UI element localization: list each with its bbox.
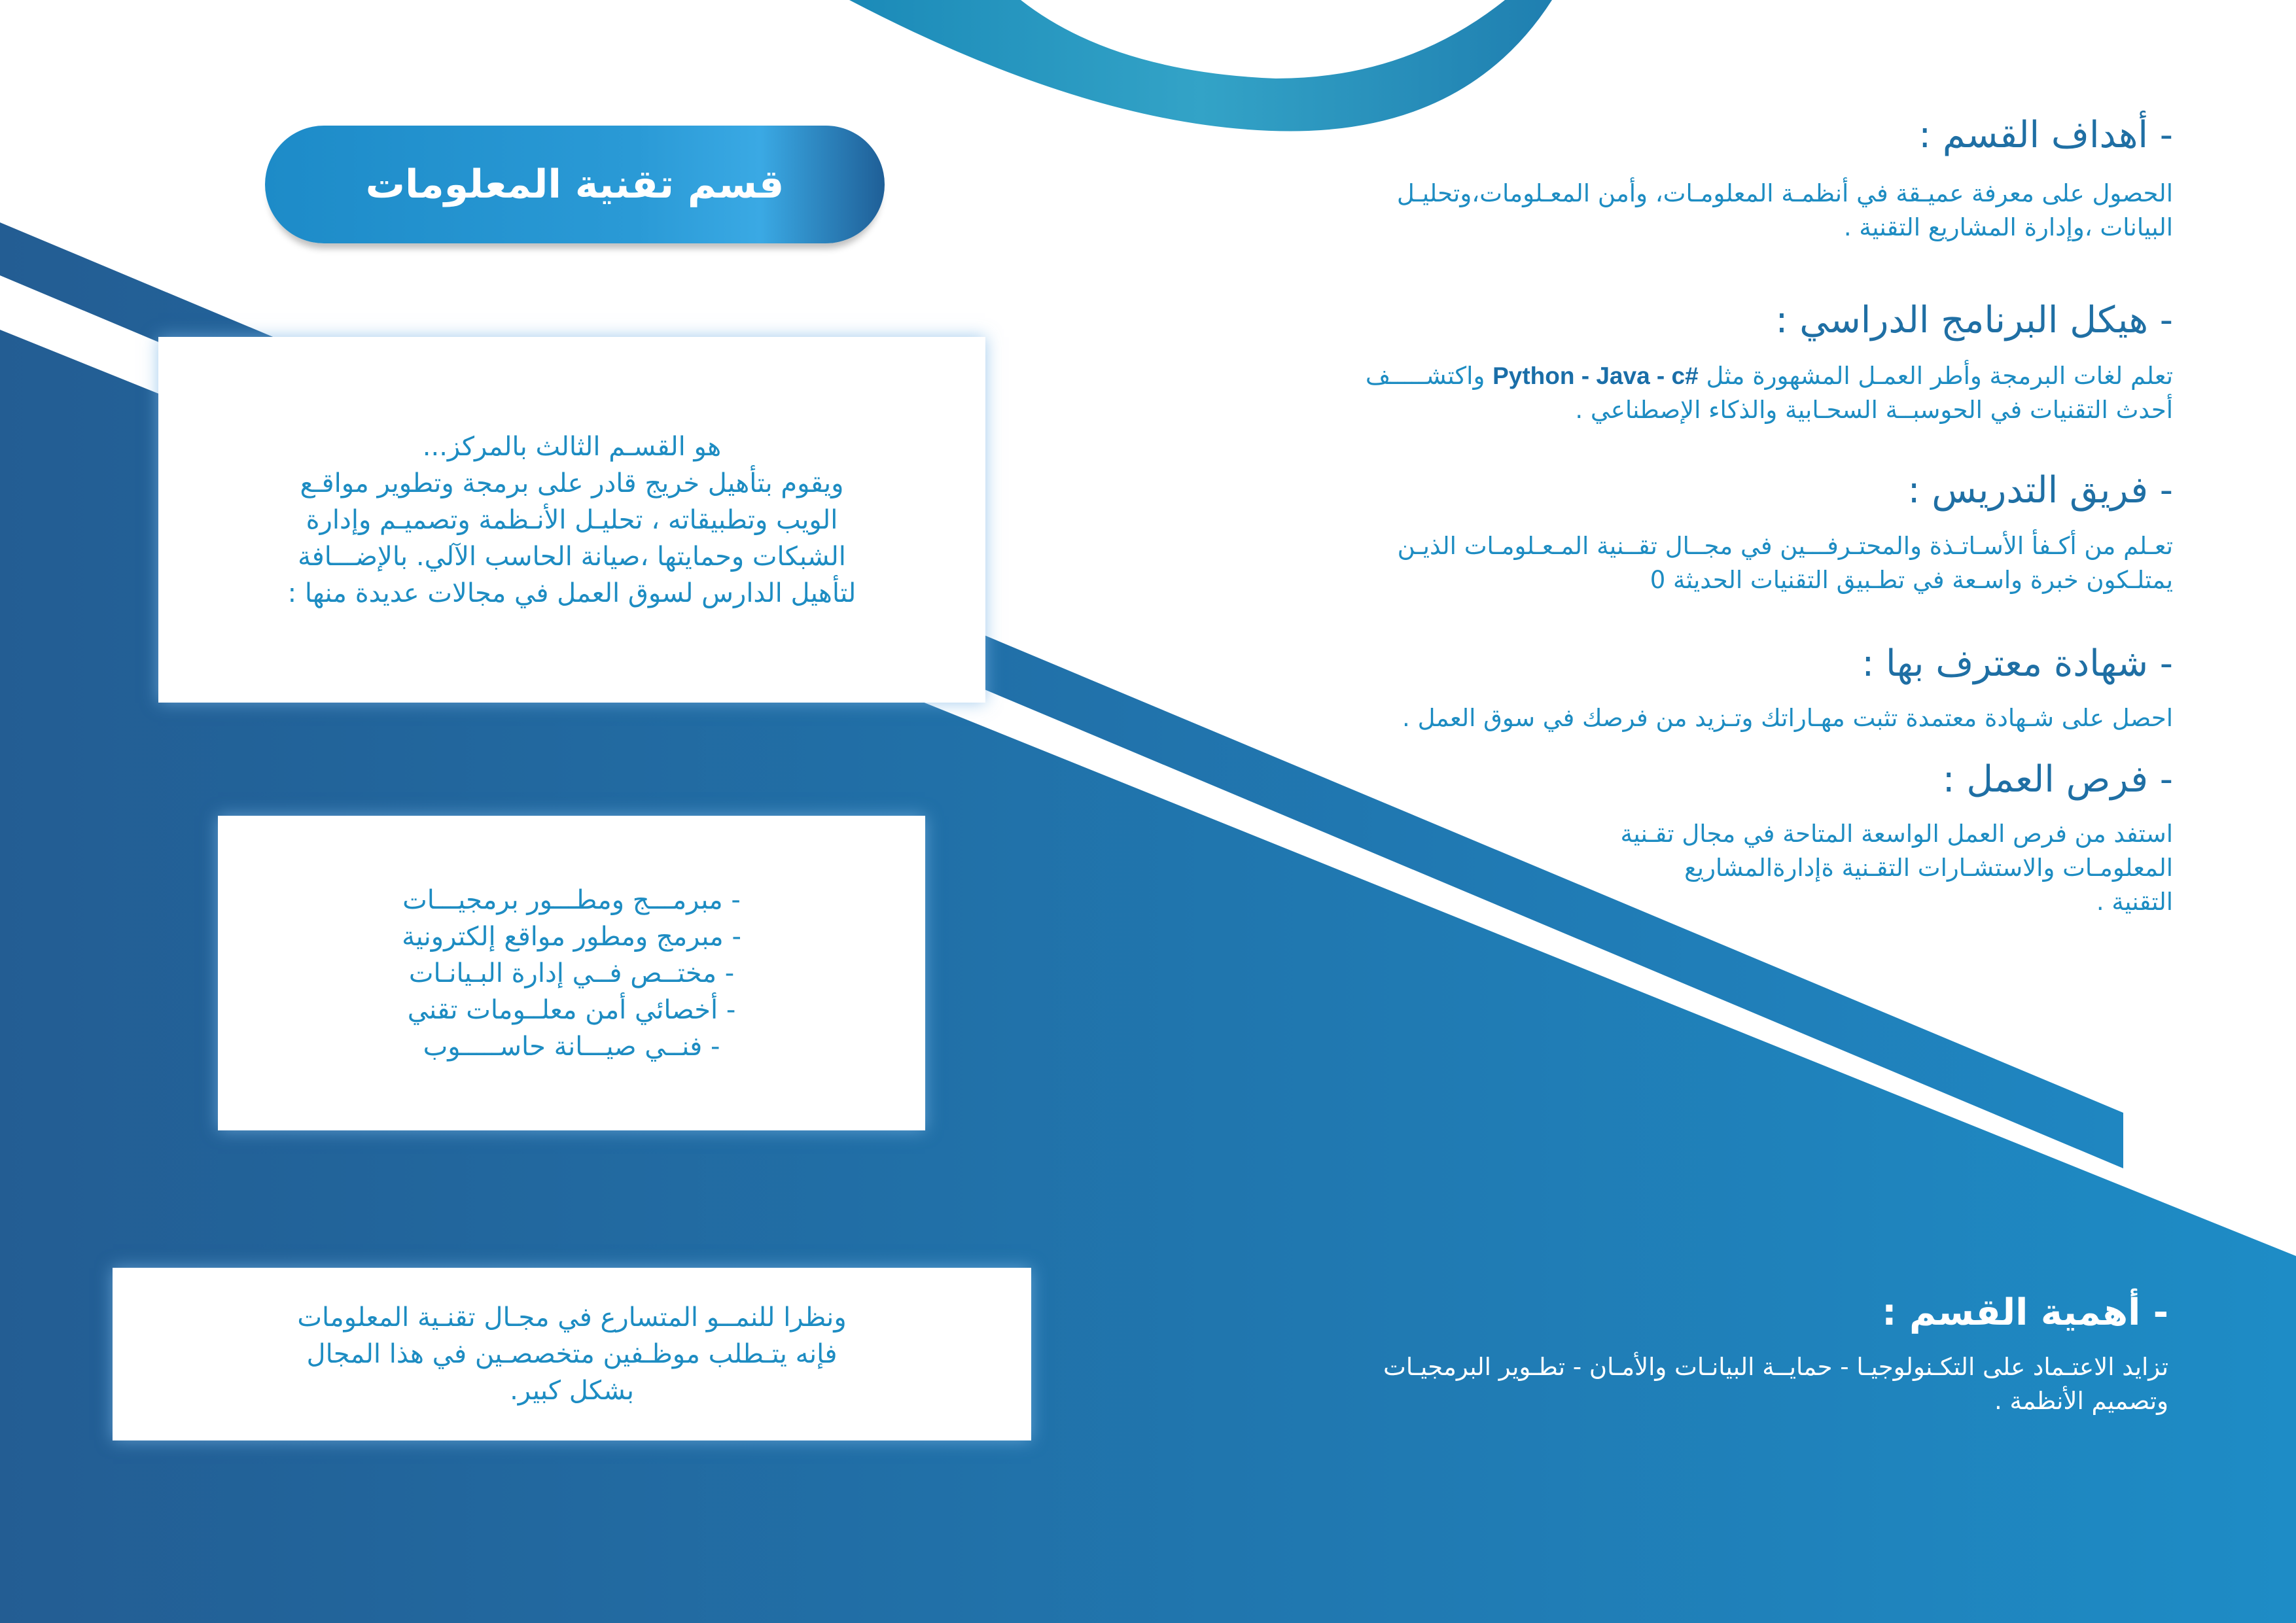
faculty-heading: - فريق التدريس : [1907,469,2173,512]
department-title-badge [265,126,885,243]
goals-section [1192,113,2173,245]
goals-heading: - أهداف القسم : [1918,114,2173,156]
career-item: - مبرمـــج ومطـــور برمجيـــات [402,884,741,915]
goals-body: الحصول على معرفة عميـقة في أنظمـة المعلومـات، وأمن المعـلومات،وتحليـل البيانات ،وإدارة المشاريع التقنية . [1396,179,2173,241]
structure-body [1192,359,2173,427]
importance-section [1187,1290,2168,1418]
job-opportunities-section [1192,757,2173,919]
career-item: - أخصائي أمن معلــومات تقني [407,994,736,1025]
growth-text: ونظرا للنمــو المتسارع في مجـال تقنـية المعلومات فإنه يتـطلب موظـفين متخصصـين في هذا المجال بشكل كبير. [297,1302,847,1406]
intro-text: هو القسـم الثالث بالمركز... ويقوم بتأهيل خريج قادر على برمجة وتطوير مواقـع الويب وتطبيقاته ، تحليـل الأنـظمة وتصميـم وإدارة الشبكات وحمايتها ،صيانة الحاسب الآلي. بالإضـــافة لتأهيل الدارس لسوق العمل في مجالات عديدة منها : [287,431,857,608]
job-opportunities-body: استفد من فرص العمل الواسعة المتاحة في مجال تقـنية المعلومـات والاستشـارات التقـنية ةإدارةالمشاريع التقنية . [1620,820,2173,916]
certificate-heading: - شهادة معترف بها : [1862,642,2173,685]
certificate-section [1192,641,2173,735]
careers-list [402,882,741,1065]
importance-heading: - أهمية القسم : [1882,1291,2168,1334]
certificate-body: احصل على شـهادة معتمدة تثبت مهـاراتك وتـزيد من فرصك في سوق العمل . [1402,704,2173,732]
career-item: - مبرمج ومطور مواقع إلكترونية [402,921,741,952]
job-opportunities-heading: - فرص العمل : [1942,758,2173,801]
structure-heading: - هيكل البرنامج الدراسي : [1775,299,2173,341]
languages-list: #Python - Java - c [1492,362,1699,389]
importance-body: تزايد الاعتـماد على التكـنولوجيـا - حمايــة البيانـات والأمـان - تطـوير البرمجيـات وتصميم الأنظمة . [1383,1353,2168,1415]
growth-card [113,1268,1031,1440]
career-item: - فنــي صيـــانة حاســـــوب [423,1031,720,1062]
structure-body-start: تعلم لغات البرمجة وأطر العمـل المشهورة مثل [1706,362,2173,390]
department-title: قسم تقنية المعلومات [365,162,785,207]
top-swirl-arc [849,0,1552,131]
careers-card [218,816,925,1130]
faculty-section [1192,468,2173,597]
faculty-body: تعـلم من أكـفأ الأسـاتـذة والمحتـرفـــين في مجــال تقــنية المـعـلومـات الذيـن يمتلـكون خبرة واسـعة في تطـبيق التقنيات الحديثة 0 [1397,532,2173,594]
structure-body-end: واكتشـــــف أحدث التقنيات في الحوسبــة السحـابية والذكاء الإصطناعي . [1365,362,2173,424]
intro-card [158,337,985,703]
structure-section [1192,298,2173,427]
career-item: - مختــص فــي إدارة البـيانـات [408,958,735,988]
